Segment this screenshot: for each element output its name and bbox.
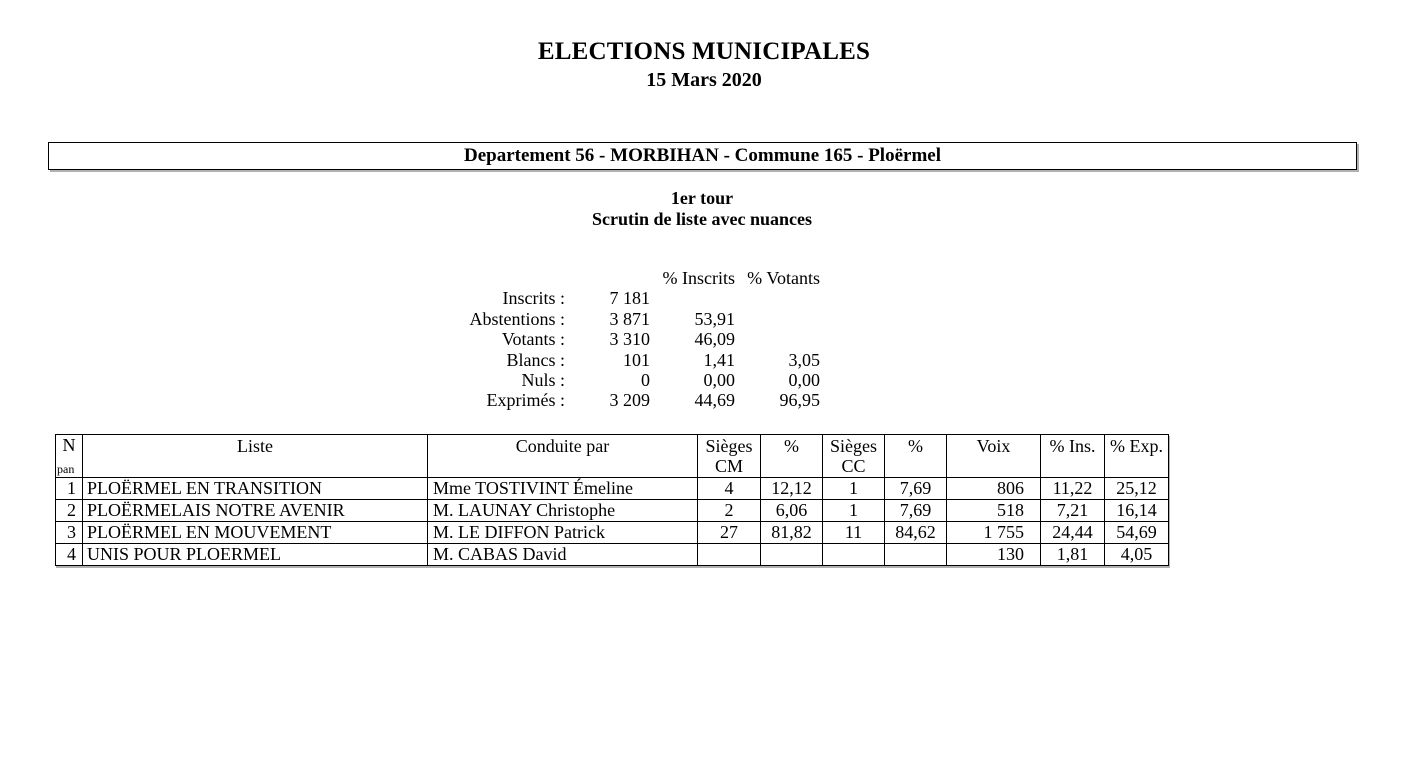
summary-label: Exprimés : [486,390,565,411]
pct-cm [761,544,823,566]
col-header-sieges-cm: Sièges CM [698,435,761,478]
pct-cc: 84,62 [885,522,947,544]
results-table [55,434,1169,566]
seats-cc: 1 [823,478,885,500]
list-number: 3 [56,522,83,544]
seats-cm: 27 [698,522,761,544]
pct-cm: 6,06 [761,500,823,522]
votes: 130 [947,544,1041,566]
seats-cc: 1 [823,500,885,522]
seats-cm: 2 [698,500,761,522]
title-block [0,37,1408,93]
seats-cm [698,544,761,566]
pct-cm: 81,82 [761,522,823,544]
col-header-voix: Voix [947,435,1041,478]
list-leader: Mme TOSTIVINT Émeline [428,478,698,500]
col-header-conduite-par: Conduite par [428,435,698,478]
summary-row-nuls [350,370,820,390]
summary-pct-inscrits: 53,91 [694,308,735,329]
pct-inscrits: 1,81 [1041,544,1105,566]
summary-row-votants [350,329,820,349]
summary-value: 0 [641,369,650,390]
col-header-liste: Liste [83,435,428,478]
col-header-pct-cm: % [761,435,823,478]
page-title: ELECTIONS MUNICIPALES [537,38,871,65]
round-number: 1er tour [670,188,734,208]
round-block [0,188,1404,230]
summary-col-header-inscrits: % Inscrits [662,268,735,288]
pct-exprimes: 25,12 [1105,478,1169,500]
list-name: PLOËRMELAIS NOTRE AVENIR [83,500,428,522]
summary-pct-inscrits: 44,69 [694,390,735,411]
summary-value: 7 181 [609,288,650,309]
votes: 1 755 [947,522,1041,544]
pct-cm: 12,12 [761,478,823,500]
table-row [56,478,1169,500]
col-header-num-panneau: N pan [56,435,83,478]
seats-cc: 11 [823,522,885,544]
department-banner-text: Departement 56 - MORBIHAN - Commune 165 - Ploërmel [463,145,941,166]
pct-exprimes: 54,69 [1105,522,1169,544]
pct-cc [885,544,947,566]
summary-row-abstentions [350,309,820,329]
pct-cc: 7,69 [885,500,947,522]
summary-label: Nuls : [521,369,565,390]
summary-pct-inscrits: 1,41 [703,349,735,370]
pct-inscrits: 7,21 [1041,500,1105,522]
votes: 518 [947,500,1041,522]
pct-exprimes: 16,14 [1105,500,1169,522]
summary-pct-votants: 3,05 [788,349,820,370]
summary-pct-votants: 0,00 [788,369,820,390]
summary-pct-votants [735,288,820,308]
summary-row-exprimes [350,390,820,410]
pct-cc: 7,69 [885,478,947,500]
summary-row-inscrits [350,288,820,308]
list-leader: M. CABAS David [428,544,698,566]
list-leader: M. LE DIFFON Patrick [428,522,698,544]
summary-pct-inscrits [650,288,735,308]
summary-label: Inscrits : [502,288,565,309]
pct-inscrits: 24,44 [1041,522,1105,544]
seats-cc [823,544,885,566]
summary-pct-votants [735,309,820,329]
list-number: 4 [56,544,83,566]
pct-inscrits: 11,22 [1041,478,1105,500]
list-name: PLOËRMEL EN TRANSITION [83,478,428,500]
list-number: 2 [56,500,83,522]
election-date: 15 Mars 2020 [646,69,762,91]
summary-label: Votants : [501,329,565,350]
ballot-type: Scrutin de liste avec nuances [592,209,812,229]
summary-pct-votants [735,329,820,349]
table-row [56,522,1169,544]
summary-value: 3 871 [609,308,650,329]
votes: 806 [947,478,1041,500]
summary-header-row [350,268,820,288]
summary-value: 3 209 [609,390,650,411]
col-header-pct-cc: % [885,435,947,478]
table-row [56,544,1169,566]
list-number: 1 [56,478,83,500]
participation-summary [350,268,820,411]
summary-pct-inscrits: 0,00 [703,369,735,390]
table-row [56,500,1169,522]
list-name: PLOËRMEL EN MOUVEMENT [83,522,428,544]
summary-value: 3 310 [609,329,650,350]
pct-exprimes: 4,05 [1105,544,1169,566]
col-header-pct-exp: % Exp. [1105,435,1169,478]
col-header-sieges-cc: Sièges CC [823,435,885,478]
summary-label: Blancs : [506,349,565,370]
list-name: UNIS POUR PLOERMEL [83,544,428,566]
summary-label: Abstentions : [469,308,565,329]
summary-col-header-votants: % Votants [747,268,820,288]
summary-row-blancs [350,350,820,370]
list-leader: M. LAUNAY Christophe [428,500,698,522]
summary-pct-votants: 96,95 [779,390,820,411]
department-banner [48,142,1357,170]
summary-pct-inscrits: 46,09 [694,329,735,350]
col-header-pct-ins: % Ins. [1041,435,1105,478]
summary-value: 101 [623,349,650,370]
seats-cm: 4 [698,478,761,500]
results-header-row [56,435,1169,478]
